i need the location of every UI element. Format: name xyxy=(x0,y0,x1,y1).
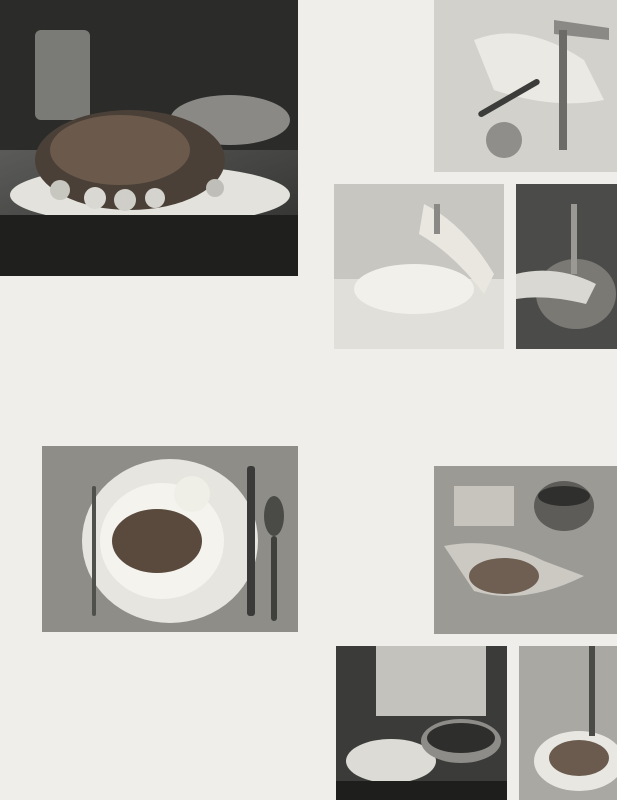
stuffing-bird-photo xyxy=(334,184,504,349)
roast-pheasant-photo xyxy=(0,0,298,276)
serving-dish-photo xyxy=(519,646,617,800)
browning-breasts-photo xyxy=(336,646,507,800)
slicing-breasts-photo xyxy=(434,466,617,634)
breasts-of-pheasant-photo xyxy=(42,446,298,632)
washing-bird-photo xyxy=(434,0,617,172)
tying-legs-photo xyxy=(516,184,617,349)
